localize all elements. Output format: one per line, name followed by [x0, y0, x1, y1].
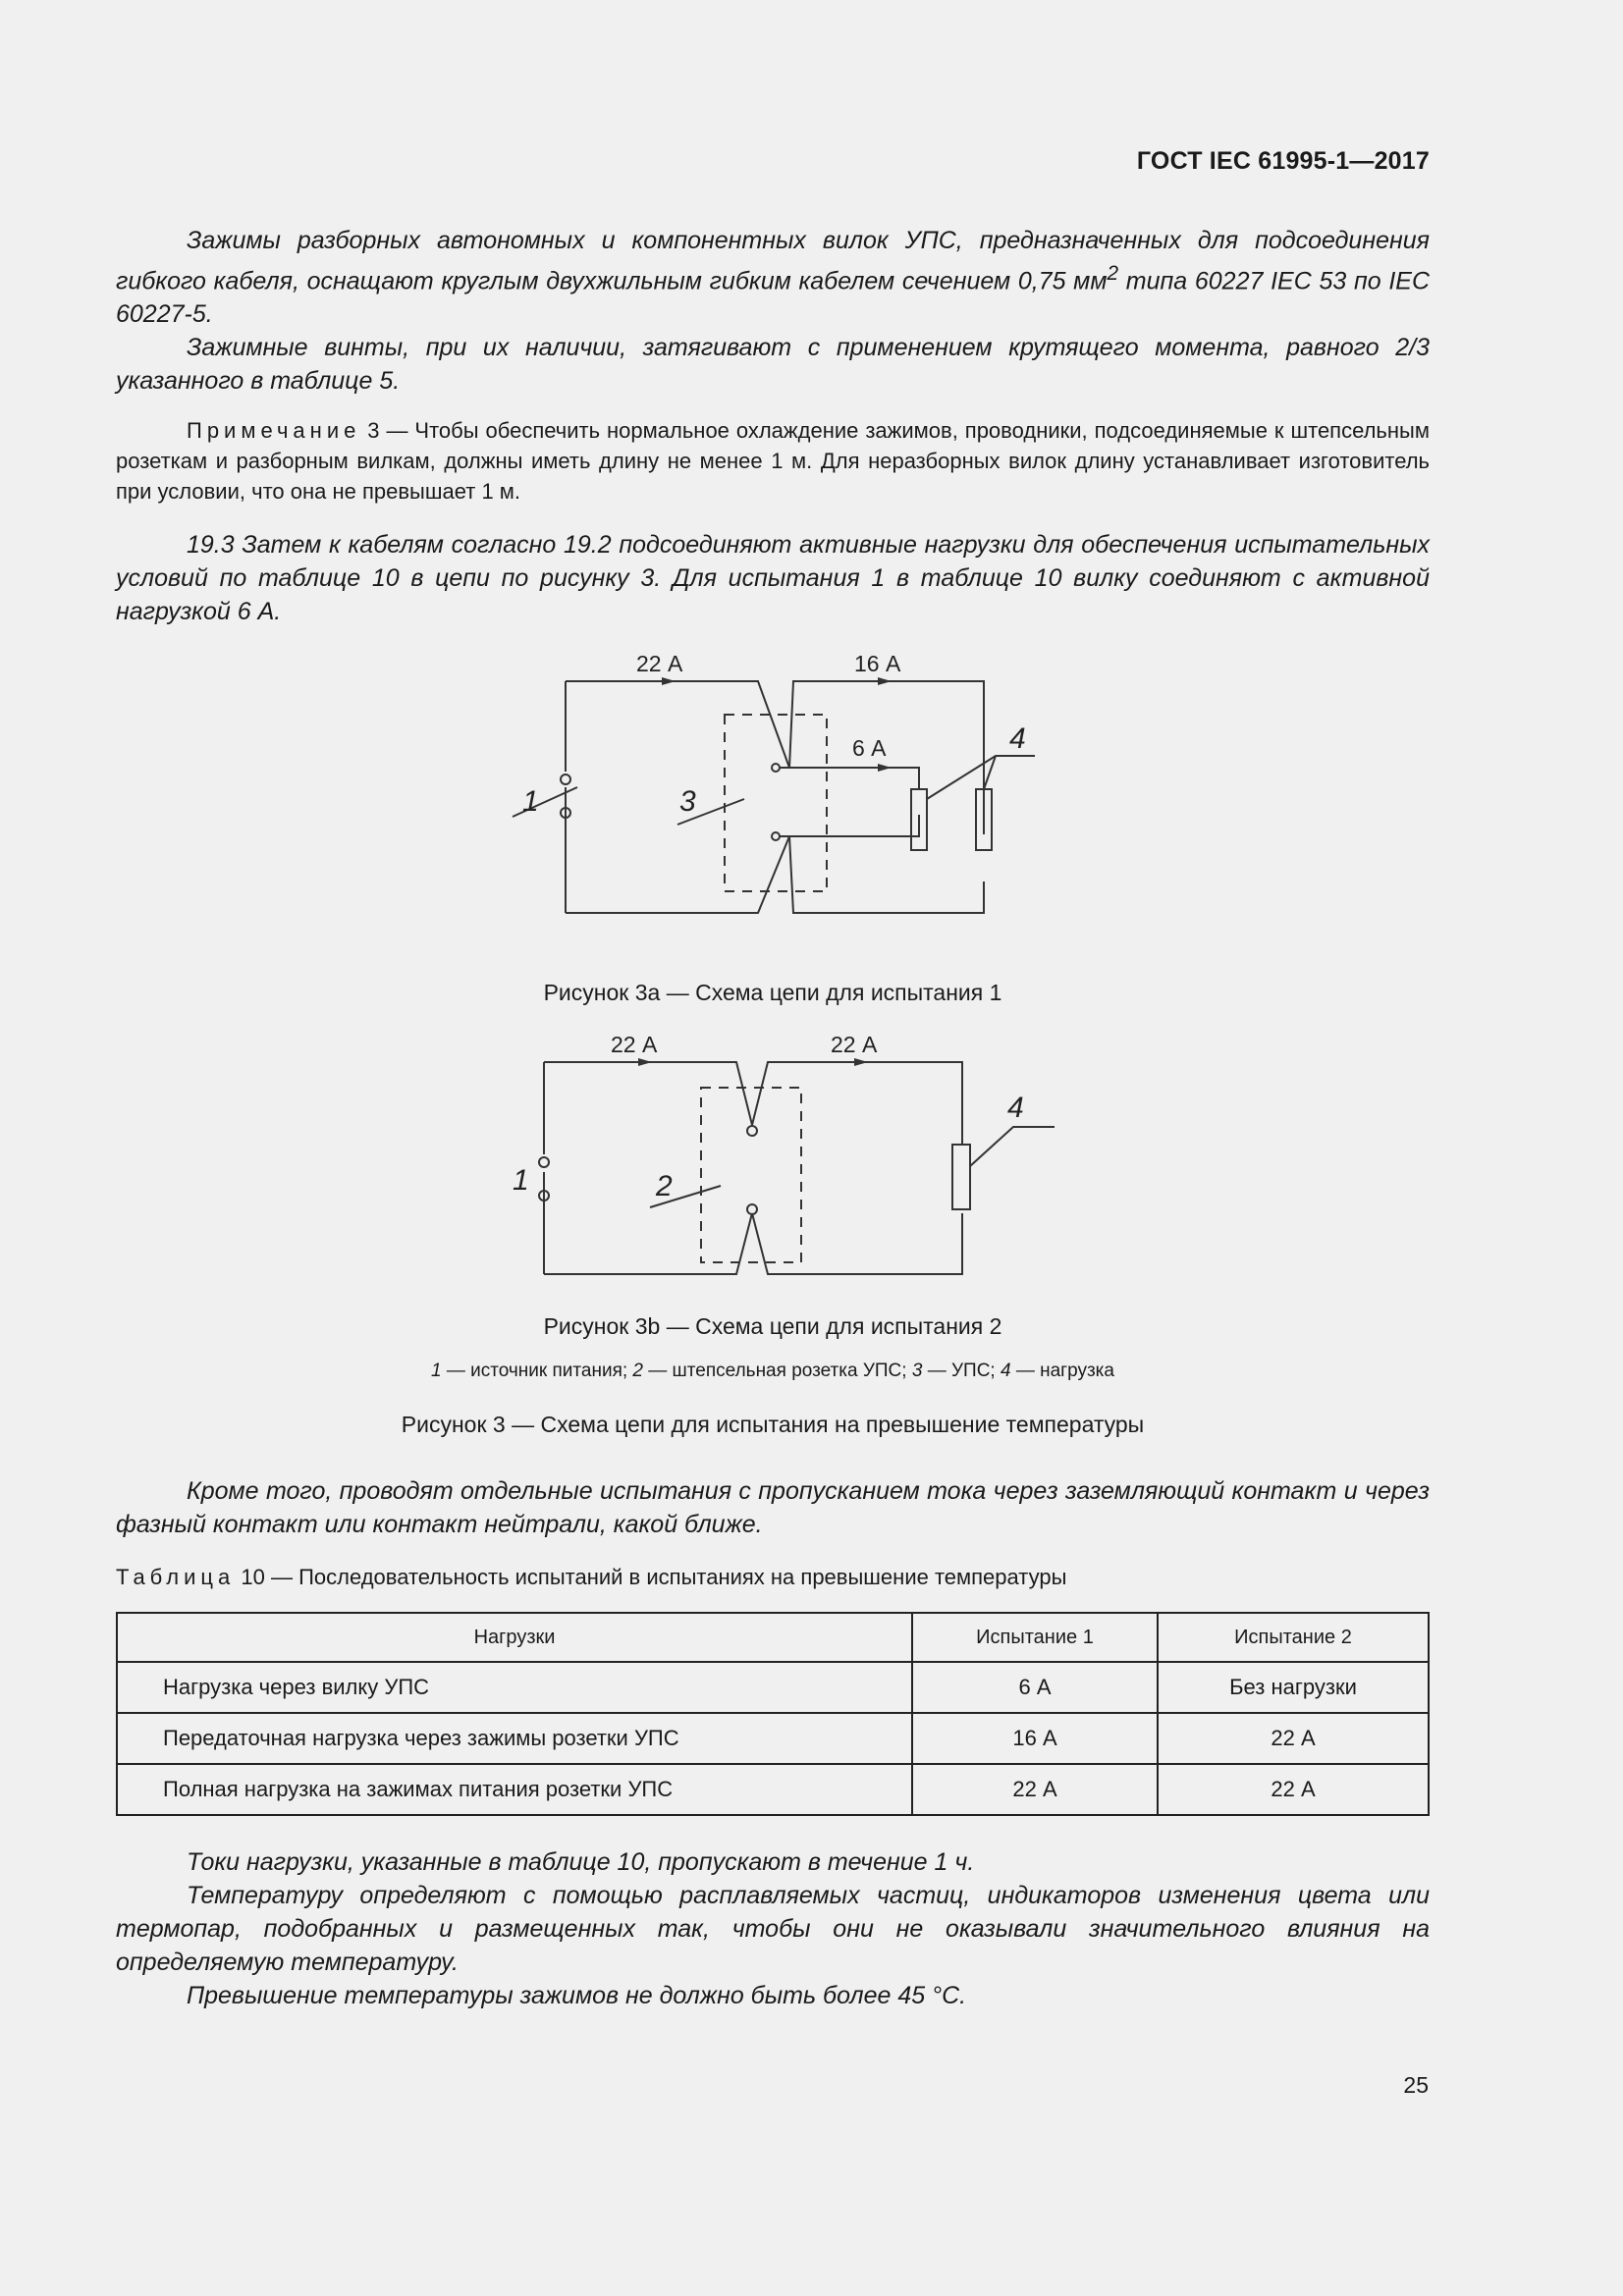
top-wire-left	[566, 681, 789, 768]
document-header: ГОСТ IEC 61995-1—2017	[1136, 147, 1430, 175]
load-wire-top	[780, 768, 919, 789]
paragraph-cable-text: Зажимы разборных автономных и компонентных вилок УПС, предназначенных для подсоединения гибкого кабеля, оснащают круглым двухжильным гибким кабелем сечением 0,75 мм	[116, 227, 1430, 295]
contact-top	[747, 1126, 757, 1136]
paragraph-cable-end: типа 60227 IEC 53 по IEC 60227-5.	[116, 267, 1431, 329]
paragraph-currents: Токи нагрузки, указанные в таблице 10, пропускают в течение 1 ч.	[187, 1848, 975, 1877]
circuit-diagram-3a	[116, 642, 1430, 966]
contact-top	[772, 764, 780, 772]
source-terminal-top	[539, 1157, 549, 1167]
paragraph-cable	[116, 224, 1430, 331]
legend-num-1: 1	[431, 1361, 442, 1382]
table-cell: 22 А	[912, 1764, 1158, 1815]
label-ups-3: 3	[679, 785, 696, 819]
source-terminal-top	[561, 774, 570, 784]
paragraph-separate-tests: Кроме того, проводят отдельные испытания с пропусканием тока через заземляющий контакт и через фазный контакт или контакт нейтрали, какой ближе.	[116, 1477, 1430, 1539]
table-row	[117, 1713, 1429, 1764]
arrow-22a-right	[854, 1058, 868, 1066]
circuit-diagram-3b	[116, 1019, 1430, 1304]
table-caption	[116, 1565, 1430, 1590]
figure-3a-caption: Рисунок 3а — Схема цепи для испытания 1	[543, 980, 1002, 1006]
contact-bottom	[747, 1204, 757, 1214]
socket-outline	[701, 1088, 801, 1262]
figure-legend	[116, 1359, 1430, 1384]
page-content	[116, 224, 1430, 2012]
table-10	[116, 1612, 1430, 1816]
table-row	[117, 1662, 1429, 1713]
paragraph-temperature-method: Температуру определяют с помощью расплавляемых частиц, индикаторов изменения цвета или термопар, подобранных и размещенных так, чтобы они не оказывали значительного влияния на определяемую температуру.	[116, 1882, 1430, 1977]
superscript: 2	[1107, 262, 1119, 285]
bottom-wire-right	[789, 836, 984, 913]
table-cell: 22 А	[1158, 1713, 1429, 1764]
arrow-22a	[662, 677, 676, 685]
label-socket-2: 2	[656, 1170, 673, 1203]
label-load-4: 4	[1007, 1092, 1024, 1125]
table-cell: Передаточная нагрузка через зажимы розетки УПС	[117, 1713, 912, 1764]
legend-num-4: 4	[1000, 1361, 1011, 1382]
figure-3b	[116, 1019, 1430, 1304]
label-source-1: 1	[513, 1164, 529, 1198]
page-number: 25	[1403, 2072, 1429, 2098]
table-header-row	[117, 1613, 1429, 1662]
current-label-22a: 22 А	[636, 651, 683, 677]
figure-3-caption: Рисунок 3 — Схема цепи для испытания на превышение температуры	[401, 1412, 1145, 1438]
table-cell: 6 А	[912, 1662, 1158, 1713]
label-4-leader	[927, 756, 1035, 799]
header-loads: Нагрузки	[117, 1613, 912, 1662]
note-label: Примечание	[187, 418, 361, 444]
legend-text-1: — источник питания;	[441, 1361, 633, 1382]
paragraph-19-3: 19.3 Затем к кабелям согласно 19.2 подсоединяют активные нагрузки для обеспечения испытательных условий по таблице 10 в цепи по рисунку 3. Для испытания 1 в таблице 10 вилку соединяют с активной нагрузкой 6 А.	[116, 531, 1430, 626]
top-wire-right	[789, 681, 984, 834]
bottom-wire-right	[752, 1213, 962, 1274]
legend-num-2: 2	[632, 1361, 643, 1382]
paragraph-screws: Зажимные винты, при их наличии, затягивают с применением крутящего момента, равного 2/3 указанного в таблице 5.	[116, 334, 1430, 396]
load-wire-bottom	[780, 815, 919, 836]
table-cell: Без нагрузки	[1158, 1662, 1429, 1713]
legend-num-3: 3	[911, 1361, 923, 1382]
arrow-22a-left	[638, 1058, 652, 1066]
figure-3b-caption: Рисунок 3b — Схема цепи для испытания 2	[543, 1313, 1002, 1340]
table-cell: Полная нагрузка на зажимах питания розетки УПС	[117, 1764, 912, 1815]
current-label-16a: 16 А	[854, 651, 901, 677]
paragraph-temperature-limit: Превышение температуры зажимов не должно быть более 45 °С.	[187, 1982, 967, 2010]
current-label-6a: 6 А	[852, 735, 887, 762]
load-resistor	[952, 1145, 970, 1209]
current-label-22a-right: 22 А	[831, 1032, 878, 1058]
table-cell: 16 А	[912, 1713, 1158, 1764]
figure-3a	[116, 642, 1430, 966]
header-test-2: Испытание 2	[1158, 1613, 1429, 1662]
legend-text-2: — штепсельная розетка УПС;	[643, 1361, 912, 1382]
table-caption-label: Таблица	[116, 1565, 236, 1590]
label-load-4: 4	[1009, 722, 1026, 756]
arrow-16a	[878, 677, 892, 685]
table-cell: 22 А	[1158, 1764, 1429, 1815]
arrow-6a	[878, 764, 892, 772]
header-test-1: Испытание 1	[912, 1613, 1158, 1662]
bottom-wire-left	[566, 836, 789, 913]
current-label-22a-left: 22 А	[611, 1032, 658, 1058]
label-source-1: 1	[522, 785, 539, 819]
note-text: 3 — Чтобы обеспечить нормальное охлаждение зажимов, проводники, подсоединяемые к штепсельным розеткам и разборным вилкам, должны иметь длину не менее 1 м. Для неразборных вилок длину устанавливает изготовитель при условии, что она не превышает 1 м.	[116, 418, 1430, 505]
ups-outline	[725, 715, 827, 891]
legend-text-3: — УПС;	[922, 1361, 1001, 1382]
top-wire-left	[544, 1062, 752, 1125]
label-4-leader-b	[984, 756, 996, 789]
table-row	[117, 1764, 1429, 1815]
top-wire-right	[752, 1062, 962, 1145]
note-3	[116, 415, 1430, 507]
table-cell: Нагрузка через вилку УПС	[117, 1662, 912, 1713]
contact-bottom	[772, 832, 780, 840]
bottom-wire-left	[544, 1213, 752, 1274]
table-caption-text: 10 — Последовательность испытаний в испытаниях на превышение температуры	[235, 1565, 1067, 1590]
legend-text-4: — нагрузка	[1010, 1361, 1114, 1382]
label-4-leader	[970, 1127, 1055, 1166]
